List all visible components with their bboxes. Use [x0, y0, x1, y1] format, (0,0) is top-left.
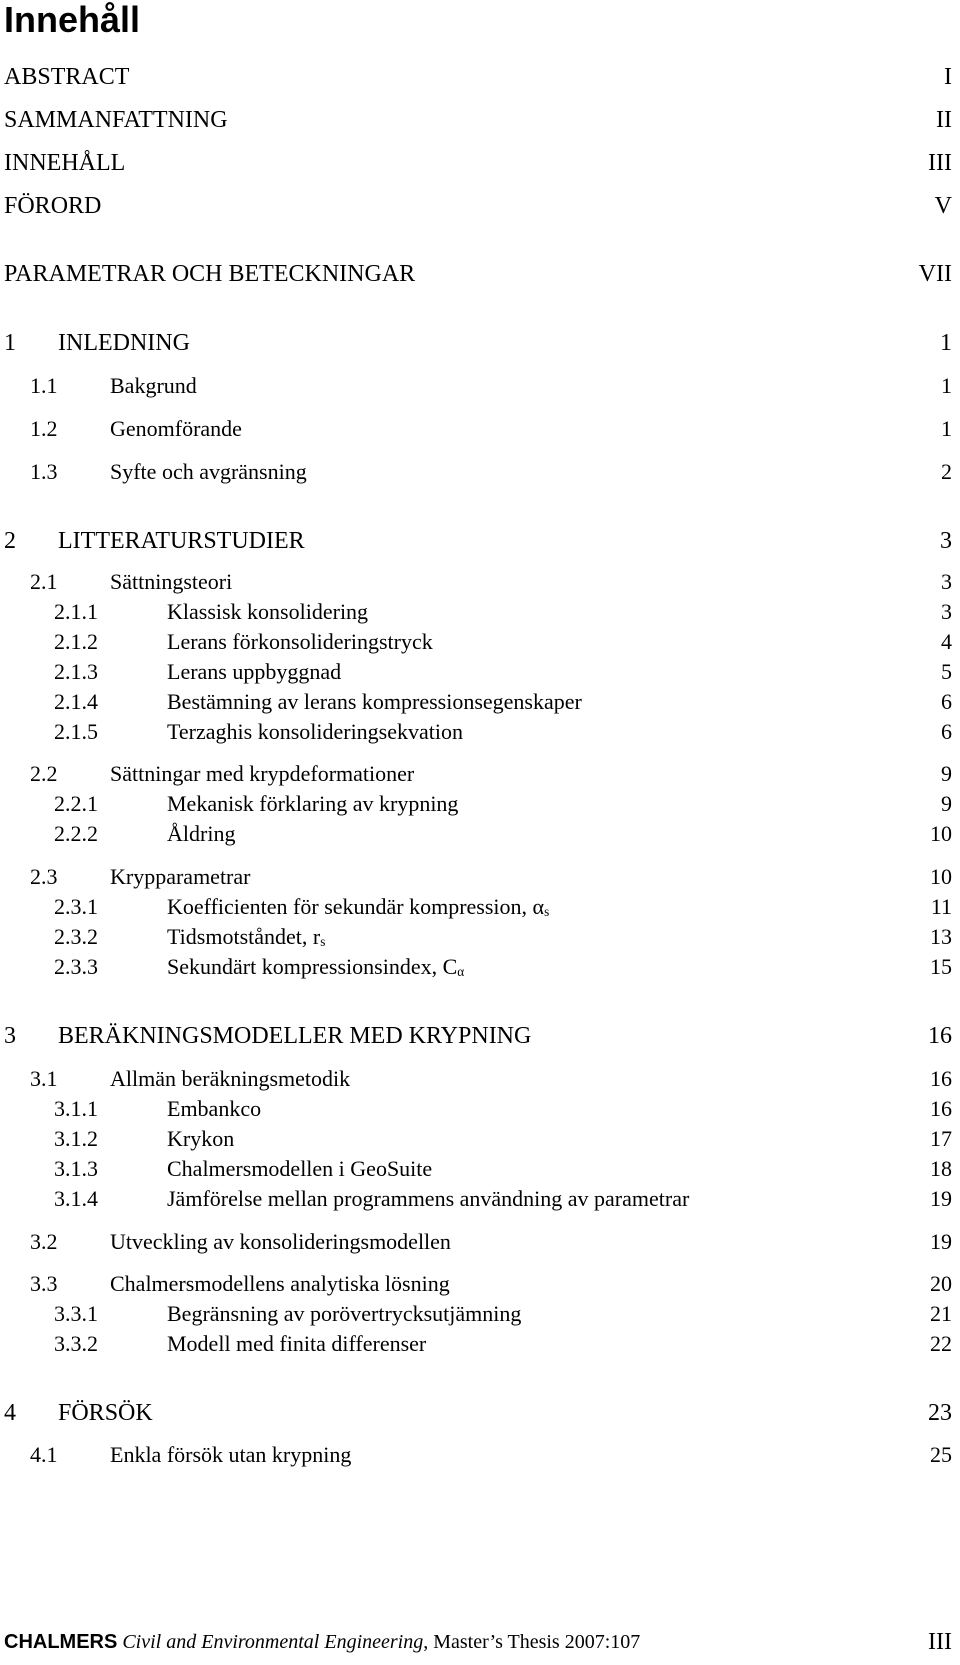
- toc-entry[interactable]: [0, 687, 952, 717]
- toc-entry-title-text: INNEHÅLL: [4, 150, 126, 176]
- toc-entry-number: 2.1.4: [54, 689, 98, 714]
- toc-entry-title: [167, 952, 464, 982]
- toc-entry[interactable]: [0, 371, 952, 401]
- toc-entry-title: [110, 371, 197, 401]
- toc-entry-number: 2.1.5: [54, 719, 98, 744]
- toc-entry[interactable]: [0, 567, 952, 597]
- toc-entry-page: 19: [930, 1229, 952, 1254]
- toc-entry[interactable]: [0, 819, 952, 849]
- toc-entry-title: [4, 62, 129, 92]
- toc-entry-page: 3: [940, 528, 952, 554]
- toc-entry-title: [110, 1269, 450, 1299]
- toc-entry-number: 2.1: [30, 569, 58, 594]
- toc-entry-title-text: Krykon: [167, 1126, 235, 1151]
- toc-entry-title: [58, 1398, 153, 1428]
- toc-entry-title: [110, 1227, 451, 1257]
- toc-entry-title-text: Lerans uppbyggnad: [167, 659, 342, 684]
- toc-entry-number: 2.3: [30, 864, 58, 889]
- toc-entry-title-text: Tidsmotståndet, r: [167, 924, 321, 949]
- toc-entry-page: 16: [930, 1066, 952, 1091]
- toc-entry[interactable]: [0, 717, 952, 747]
- footer-page-number: III: [928, 1629, 952, 1655]
- toc-entry-page: 10: [930, 864, 952, 889]
- toc-entry-page: 25: [930, 1442, 952, 1467]
- toc-entry-page: 1: [941, 373, 952, 398]
- toc-entry[interactable]: [0, 1329, 952, 1359]
- toc-entry-title: [167, 597, 368, 627]
- toc-entry-page: 16: [930, 1096, 952, 1121]
- toc-entry-title: [167, 922, 325, 952]
- toc-entry-title-text: Lerans förkonsolideringstryck: [167, 629, 433, 654]
- toc-entry-title-text: Modell med finita differenser: [167, 1331, 427, 1356]
- toc-entry[interactable]: [0, 328, 952, 358]
- toc-entry[interactable]: [0, 1154, 952, 1184]
- toc-entry-number: 2.3.2: [54, 924, 98, 949]
- toc-entry-page: 10: [930, 821, 952, 846]
- toc-entry-number: 2.3.1: [54, 894, 98, 919]
- toc-entry-number: 2.1.3: [54, 659, 98, 684]
- toc-entry-title: [167, 892, 549, 922]
- toc-entry-title: [58, 328, 190, 358]
- toc-entry[interactable]: [0, 892, 952, 922]
- toc-entry-number: 3.2: [30, 1229, 58, 1254]
- toc-entry-title-text: Sättningsteori: [110, 569, 233, 594]
- toc-entry[interactable]: [0, 1064, 952, 1094]
- toc-entry[interactable]: [0, 1094, 952, 1124]
- toc-entry-page: 6: [941, 689, 952, 714]
- toc-entry[interactable]: [0, 657, 952, 687]
- toc-entry-page: 18: [930, 1156, 952, 1181]
- toc-entry-page: VII: [918, 261, 952, 287]
- toc-entry[interactable]: [0, 414, 952, 444]
- toc-entry[interactable]: [0, 148, 952, 178]
- toc-entry[interactable]: [0, 922, 952, 952]
- toc-entry[interactable]: [0, 62, 952, 92]
- toc-entry-number: 3.1.2: [54, 1126, 98, 1151]
- toc-entry[interactable]: [0, 597, 952, 627]
- toc-entry-title: [4, 191, 101, 221]
- toc-entry-title: [167, 1094, 261, 1124]
- toc-entry-number: 3.3.1: [54, 1301, 98, 1326]
- toc-entry-title-text: Jämförelse mellan programmens användning av parametrar: [167, 1186, 690, 1211]
- page-title: Innehåll: [4, 0, 141, 40]
- toc-entry-title-text: Genomförande: [110, 416, 242, 441]
- toc-entry-title: [167, 687, 582, 717]
- toc-entry-number: 3.1: [30, 1066, 58, 1091]
- toc-entry-title-text: Koefficienten för sekundär kompression, α: [167, 894, 545, 919]
- toc-entry-title: [110, 862, 250, 892]
- toc-entry-number: 1.2: [30, 416, 58, 441]
- toc-entry-page: 2: [941, 459, 952, 484]
- toc-entry[interactable]: [0, 1124, 952, 1154]
- toc-entry-page: II: [936, 107, 952, 133]
- toc-entry-title: [4, 259, 415, 289]
- toc-entry-page: 21: [930, 1301, 952, 1326]
- toc-entry-number: 1.1: [30, 373, 58, 398]
- toc-entry-page: 5: [941, 659, 952, 684]
- toc-entry-page: 1: [940, 330, 952, 356]
- toc-entry-title-text: Chalmersmodellen i GeoSuite: [167, 1156, 433, 1181]
- toc-entry-subscript: s: [544, 903, 550, 919]
- toc-entry-number: 2.2.1: [54, 791, 98, 816]
- toc-entry[interactable]: [0, 789, 952, 819]
- page-footer: [4, 1627, 952, 1657]
- toc-entry-title: [167, 717, 463, 747]
- toc-entry-number: 3: [4, 1023, 16, 1049]
- toc-entry-title: [110, 567, 232, 597]
- toc-entry[interactable]: [0, 862, 952, 892]
- toc-entry[interactable]: [0, 627, 952, 657]
- toc-entry-title: [4, 105, 228, 135]
- toc-entry-title: [167, 657, 341, 687]
- toc-entry-number: 2.3.3: [54, 954, 98, 979]
- toc-entry-title-text: Klassisk konsolidering: [167, 599, 369, 624]
- toc-entry[interactable]: [0, 1398, 952, 1428]
- toc-entry-title-text: Krypparametrar: [110, 864, 251, 889]
- toc-entry-title-text: Utveckling av konsolideringsmodellen: [110, 1229, 451, 1254]
- toc-entry-number: 3.1.3: [54, 1156, 98, 1181]
- toc-entry-number: 4.1: [30, 1442, 58, 1467]
- toc-entry-page: 20: [930, 1271, 952, 1296]
- toc-entry-page: 22: [930, 1331, 952, 1356]
- toc-entry-page: 19: [930, 1186, 952, 1211]
- toc-entry-title: [167, 819, 235, 849]
- toc-entry-title: [58, 1021, 531, 1051]
- toc-entry-number: 2.2.2: [54, 821, 98, 846]
- toc-entry-number: 3.1.1: [54, 1096, 98, 1121]
- toc-entry-number: 3.1.4: [54, 1186, 98, 1211]
- toc-entry-number: 2.2: [30, 761, 58, 786]
- toc-entry-number: 2: [4, 528, 16, 554]
- footer-department: Civil and Environmental Engineering: [122, 1631, 424, 1653]
- toc-entry-page: 15: [930, 954, 952, 979]
- footer-brand: CHALMERS: [4, 1631, 118, 1653]
- toc-entry[interactable]: [0, 191, 952, 221]
- toc-entry-title: [167, 1124, 234, 1154]
- toc-entry-title: [110, 1440, 351, 1470]
- toc-entry-subscript: α: [457, 963, 465, 979]
- toc-entry-title: [58, 526, 305, 556]
- toc-entry[interactable]: [0, 105, 952, 135]
- toc-entry-title: [110, 457, 307, 487]
- toc-entry-page: 3: [941, 599, 952, 624]
- toc-entry-title-text: Begränsning av porövertrycksutjämning: [167, 1301, 522, 1326]
- toc-entry-number: 1.3: [30, 459, 58, 484]
- toc-entry-title-text: SAMMANFATTNING: [4, 107, 228, 133]
- toc-entry[interactable]: [0, 1299, 952, 1329]
- toc-entry-title: [167, 1154, 432, 1184]
- toc-entry-title-text: Sekundärt kompressionsindex, C: [167, 954, 458, 979]
- toc-entry-subscript: s: [320, 933, 326, 949]
- toc-entry-page: 11: [930, 894, 952, 919]
- toc-entry-title: [110, 759, 414, 789]
- toc-entry-page: III: [928, 150, 952, 176]
- toc-entry-page: 9: [941, 791, 952, 816]
- toc-entry-page: 3: [941, 569, 952, 594]
- toc-entry[interactable]: [0, 1440, 952, 1470]
- toc-entry-number: 3.3: [30, 1271, 58, 1296]
- toc-entry[interactable]: [0, 526, 952, 556]
- toc-entry-title-text: INLEDNING: [58, 330, 190, 356]
- toc-entry[interactable]: [0, 1021, 952, 1051]
- toc-entry-title-text: FÖRORD: [4, 193, 102, 219]
- toc-entry-title-text: FÖRSÖK: [58, 1400, 153, 1426]
- toc-entry-title-text: BERÄKNINGSMODELLER MED KRYPNING: [58, 1023, 532, 1049]
- toc-entry-page: 1: [941, 416, 952, 441]
- toc-entry-title-text: ABSTRACT: [4, 64, 130, 90]
- toc-entry-title-text: Bakgrund: [110, 373, 197, 398]
- toc-entry-page: 4: [941, 629, 952, 654]
- toc-entry-number: 4: [4, 1400, 16, 1426]
- toc-entry-title-text: Syfte och avgränsning: [110, 459, 307, 484]
- toc-entry-title-text: Bestämning av lerans kompressionsegenskaper: [167, 689, 582, 714]
- toc-entry[interactable]: [0, 759, 952, 789]
- toc-entry-number: 3.3.2: [54, 1331, 98, 1356]
- toc-entry[interactable]: [0, 1269, 952, 1299]
- toc-entry-title-text: Terzaghis konsolideringsekvation: [167, 719, 464, 744]
- toc-entry-page: 6: [941, 719, 952, 744]
- toc-entry-title: [167, 1329, 426, 1359]
- toc-entry-title: [167, 627, 433, 657]
- toc-entry-title-text: PARAMETRAR OCH BETECKNINGAR: [4, 261, 416, 287]
- toc-entry[interactable]: [0, 259, 952, 289]
- toc-entry-title-text: LITTERATURSTUDIER: [58, 528, 305, 554]
- footer-thesis-label: , Master’s Thesis 2007:107: [423, 1631, 641, 1653]
- toc-entry-page: 9: [941, 761, 952, 786]
- toc-entry-number: 2.1.1: [54, 599, 98, 624]
- toc-entry-page: 17: [930, 1126, 952, 1151]
- toc-entry-title-text: Enkla försök utan krypning: [110, 1442, 352, 1467]
- toc-entry-title-text: Embankco: [167, 1096, 262, 1121]
- toc-entry-title: [4, 148, 125, 178]
- toc-entry-title-text: Allmän beräkningsmetodik: [110, 1066, 351, 1091]
- toc-entry-page: I: [944, 64, 952, 90]
- toc-entry-title: [167, 1299, 521, 1329]
- toc-entry[interactable]: [0, 1184, 952, 1214]
- toc-entry[interactable]: [0, 457, 952, 487]
- toc-entry-title: [110, 414, 242, 444]
- toc-entry-number: 2.1.2: [54, 629, 98, 654]
- toc-entry-title-text: Sättningar med krypdeformationer: [110, 761, 415, 786]
- toc-entry-page: 16: [928, 1023, 952, 1049]
- toc-entry-title-text: Mekanisk förklaring av krypning: [167, 791, 459, 816]
- toc-entry-page: 23: [928, 1400, 952, 1426]
- toc-entry-title: [110, 1064, 350, 1094]
- toc-entry-title: [167, 1184, 689, 1214]
- toc-entry-page: 13: [930, 924, 952, 949]
- toc-entry-title: [167, 789, 458, 819]
- toc-entry-page: V: [934, 193, 952, 219]
- toc-entry-title-text: Chalmersmodellens analytiska lösning: [110, 1271, 450, 1296]
- toc-entry[interactable]: [0, 952, 952, 982]
- toc-entry[interactable]: [0, 1227, 952, 1257]
- toc-entry-title-text: Åldring: [167, 821, 236, 846]
- toc-entry-number: 1: [4, 330, 16, 356]
